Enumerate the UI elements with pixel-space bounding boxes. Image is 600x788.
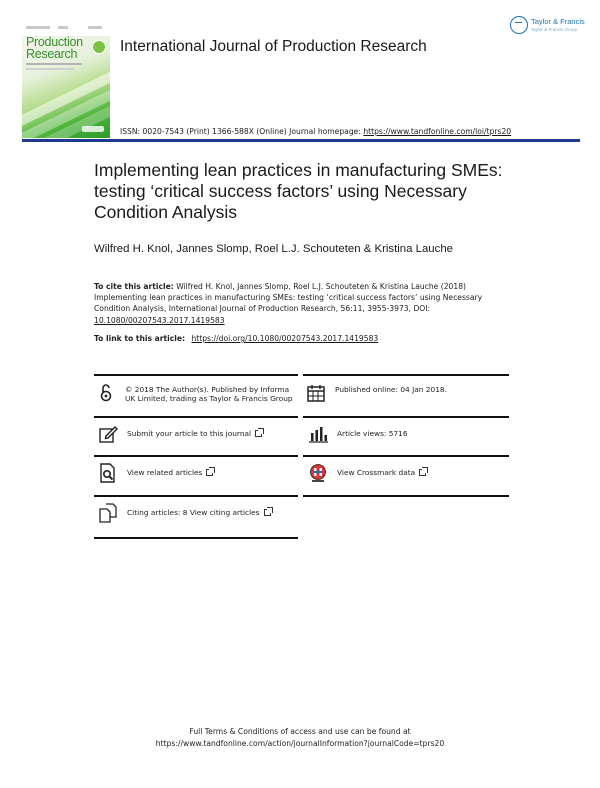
info-divider [94, 537, 298, 539]
citing-articles-link[interactable]: Citing articles: 8 View citing articles [98, 503, 294, 525]
external-link-icon [206, 469, 213, 476]
bar-chart-icon [308, 424, 328, 444]
publisher-logo[interactable]: Taylor & Francis Taylor & Francis Group [510, 16, 586, 38]
info-divider [303, 374, 509, 376]
crossmark-link[interactable]: View Crossmark data [308, 463, 504, 485]
issn-line: ISSN: 0020-7543 (Print) 1366-588X (Online) Journal homepage: https://www.tandfonline.com/loi/tprs20 [120, 127, 512, 136]
citation-block: To cite this article: Wilfred H. Knol, Jannes Slomp, Roel L.J. Schouteten & Kristina Lauche (2018) Implementing lean practices in manufacturing SMEs: testing ‘critical success factors’ using Necessary Condition Analysis, International Journal of Production Research, 56:11, 3955-3973, DOI: 10.1080/00207543.2017.1419583 [94, 282, 483, 325]
cover-publisher-mark [82, 126, 104, 132]
article-doi-url-link[interactable]: https://doi.org/10.1080/00207543.2017.1419583 [191, 334, 379, 343]
edit-pencil-icon [98, 424, 118, 444]
cover-title: Production Research [26, 35, 83, 61]
citing-documents-icon [98, 503, 118, 523]
doi-link[interactable]: 10.1080/00207543.2017.1419583 [94, 315, 225, 325]
journal-title: International Journal of Production Research [120, 38, 427, 55]
info-divider [94, 455, 298, 457]
article-authors: Wilfred H. Knol, Jannes Slomp, Roel L.J. Schouteten & Kristina Lauche [94, 243, 453, 255]
external-link-icon [255, 430, 262, 437]
cover-badge-icon [92, 40, 106, 54]
related-articles-link[interactable]: View related articles [98, 463, 294, 485]
crossmark-icon [308, 463, 328, 483]
publisher-logo-icon [510, 16, 528, 34]
published-date: Published online: 04 Jan 2018. [306, 383, 506, 413]
info-divider [303, 495, 509, 497]
info-divider [94, 416, 298, 418]
external-link-icon [419, 469, 426, 476]
calendar-icon [306, 383, 326, 403]
info-divider [94, 374, 298, 376]
info-divider [94, 495, 298, 497]
submit-article-link[interactable]: Submit your article to this journal [98, 424, 294, 446]
header-divider [22, 139, 580, 142]
open-access-license: © 2018 The Author(s). Published by Informa UK Limited, trading as Taylor & Francis Group [96, 383, 296, 413]
cover-top-strip [22, 22, 110, 36]
info-divider [303, 455, 509, 457]
document-search-icon [98, 463, 118, 483]
journal-cover-image [22, 22, 110, 138]
external-link-icon [264, 509, 271, 516]
journal-homepage-link[interactable]: https://www.tandfonline.com/loi/tprs20 [363, 127, 512, 136]
article-title: Implementing lean practices in manufacturing SMEs: testing ‘critical success factors’ using Necessary Condition Analysis [94, 160, 503, 222]
open-lock-icon [96, 383, 116, 403]
article-link-line: To link to this article: https://doi.org/10.1080/00207543.2017.1419583 [94, 334, 379, 343]
info-divider [303, 416, 509, 418]
terms-url-link[interactable]: https://www.tandfonline.com/action/journalInformation?journalCode=tprs20 [155, 738, 445, 748]
footer-terms: Full Terms & Conditions of access and use can be found at https://www.tandfonline.com/action/journalInformation?journalCode=tprs20 [0, 726, 600, 749]
article-views: Article views: 5716 [308, 424, 504, 446]
